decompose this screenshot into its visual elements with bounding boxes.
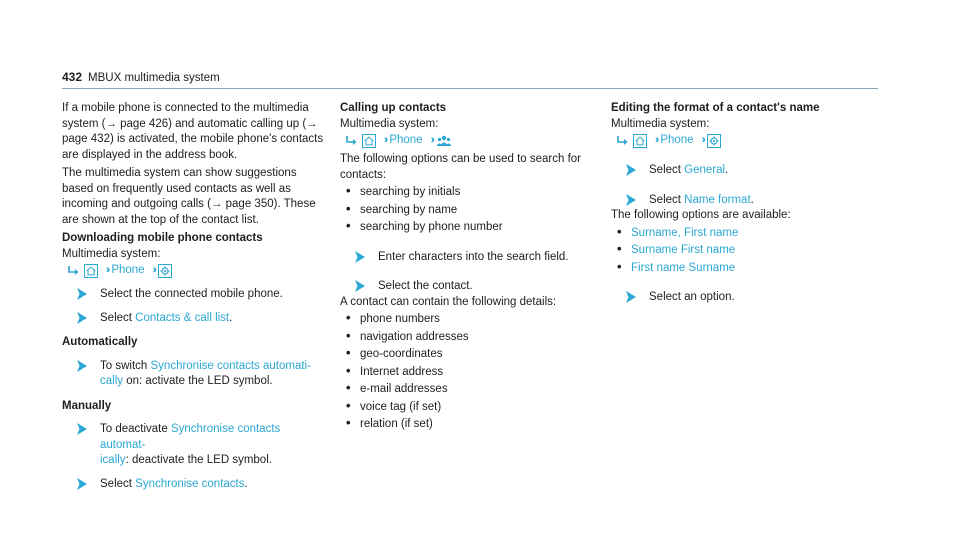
settings-icon <box>707 134 721 148</box>
step-text-pre: Select <box>100 311 136 324</box>
step-text-post: . <box>750 193 754 206</box>
double-chevron-icon: ›› <box>106 264 108 277</box>
header-divider <box>62 88 878 89</box>
step-select-contact <box>340 279 602 295</box>
double-chevron-icon: ›› <box>384 134 386 147</box>
bullet: • <box>346 310 351 325</box>
option-surname-first-name[interactable]: Surname First name <box>631 244 736 256</box>
multimedia-label: Multimedia system: <box>611 117 710 130</box>
intro-paragraph-2: The multimedia system can show suggestions based on frequently used contacts as well as incoming and outgoing calls (→ page 350). These are shown at the top of the contact list. <box>62 167 316 226</box>
search-intro: The following options can be used to search for contacts: <box>340 153 582 181</box>
menu-path <box>346 133 602 149</box>
bullet: • <box>617 241 622 256</box>
list-item: • navigation addresses <box>346 327 469 343</box>
sync-contacts-link[interactable]: Synchronise contacts <box>135 477 245 490</box>
step-text: Select the connected mobile phone. <box>100 288 283 300</box>
double-chevron-icon: ›› <box>430 134 432 147</box>
turn-arrow-icon <box>617 135 629 147</box>
page-header <box>62 70 220 88</box>
step-select-contacts <box>62 311 324 327</box>
double-chevron-icon: ›› <box>152 264 154 277</box>
step-pointer-icon <box>74 311 90 325</box>
list-item: • searching by name <box>346 200 458 216</box>
step-text-pre: Select <box>649 164 685 176</box>
list-item: • searching by initials <box>346 183 461 198</box>
options-intro: The following options are available: <box>611 209 791 221</box>
option-first-name-surname[interactable]: First name Surname <box>631 261 736 274</box>
details-list <box>346 310 602 433</box>
step-text-pre: To deactivate <box>100 423 171 435</box>
bullet: • <box>346 362 351 378</box>
list-item: • voice tag (if set) <box>346 397 442 413</box>
home-icon <box>362 134 376 148</box>
column-2 <box>340 101 602 433</box>
automatically-heading: Automatically <box>62 336 138 348</box>
bullet: • <box>346 218 351 233</box>
bullet: • <box>346 327 351 343</box>
section-heading-name-format: Editing the format of a contact's name <box>611 102 820 114</box>
step-pointer-icon <box>623 290 639 304</box>
list-item: • Internet address <box>346 362 444 378</box>
list-item: • relation (if set) <box>346 415 433 430</box>
list-item: • e-mail addresses <box>346 380 448 395</box>
settings-icon <box>158 264 172 278</box>
step-select-name-format <box>611 193 873 209</box>
multimedia-label: Multimedia system: <box>340 117 439 130</box>
sync-contacts-auto-link-cont[interactable]: cally <box>100 375 124 387</box>
step-pointer-icon <box>74 287 90 301</box>
general-link[interactable]: General <box>684 164 726 176</box>
step-pointer-icon <box>74 422 90 436</box>
manually-heading: Manually <box>62 399 112 412</box>
page-number: 432 <box>62 70 83 84</box>
bullet: • <box>346 200 351 216</box>
sync-contacts-auto-link[interactable]: Synchronise contacts automat- <box>100 423 281 451</box>
search-options-list <box>346 183 602 236</box>
step-select-option <box>611 290 873 306</box>
step-deactivate-sync <box>62 422 324 469</box>
contacts-call-list-link[interactable]: Contacts & call list <box>135 311 230 324</box>
step-select-general <box>611 163 873 179</box>
step-text: Select an option. <box>649 291 735 303</box>
header-title: MBUX multimedia system <box>88 72 220 84</box>
multimedia-label: Multimedia system: <box>62 247 161 260</box>
bullet: • <box>617 223 622 239</box>
step-text-pre: Select <box>100 477 136 490</box>
option-surname-first-name-comma[interactable]: Surname, First name <box>631 226 739 239</box>
step-text-post: . <box>229 311 233 324</box>
step-switch-sync <box>62 359 324 390</box>
sync-contacts-auto-link[interactable]: Synchronise contacts automati- <box>150 359 311 372</box>
home-icon <box>84 264 98 278</box>
list-item: • phone numbers <box>346 310 440 325</box>
step-text-post: . <box>244 477 248 490</box>
step-pointer-icon <box>74 477 90 491</box>
step-select-sync <box>62 477 324 493</box>
list-item: • searching by phone number <box>346 218 503 233</box>
double-chevron-icon: ›› <box>701 134 703 147</box>
list-item: • geo-coordinates <box>346 345 443 360</box>
step-pointer-icon <box>352 279 368 293</box>
step-pointer-icon <box>352 250 368 264</box>
list-item <box>617 224 873 242</box>
step-pointer-icon <box>623 193 639 207</box>
step-select-phone <box>62 287 324 303</box>
step-text-post: : deactivate the LED symbol. <box>125 454 272 466</box>
bullet: • <box>346 345 351 360</box>
menu-path <box>68 263 324 279</box>
path-phone: Phone <box>111 264 145 277</box>
home-icon <box>633 134 647 148</box>
sync-contacts-auto-link-cont[interactable]: ically <box>100 454 126 466</box>
section-heading-calling: Calling up contacts <box>340 102 447 114</box>
bullet: • <box>346 415 351 430</box>
step-text: Enter characters into the search field. <box>378 250 569 263</box>
bullet: • <box>617 258 622 274</box>
bullet: • <box>346 397 351 413</box>
turn-arrow-icon <box>346 135 358 147</box>
step-enter-characters <box>340 250 602 266</box>
bullet: • <box>346 380 351 395</box>
column-1 <box>62 101 324 492</box>
step-text-pre: To switch <box>100 359 151 372</box>
section-heading-download: Downloading mobile phone contacts <box>62 232 263 244</box>
list-item <box>617 259 873 277</box>
step-text-pre: Select <box>649 193 685 206</box>
step-text: Select the contact. <box>378 280 473 292</box>
menu-path <box>617 133 873 149</box>
step-text-post: on: activate the LED symbol. <box>123 375 273 387</box>
step-pointer-icon <box>74 359 90 373</box>
double-chevron-icon: ›› <box>655 134 657 147</box>
name-format-options <box>617 224 873 277</box>
name-format-link[interactable]: Name format <box>684 193 751 206</box>
column-3 <box>611 101 873 306</box>
step-pointer-icon <box>623 163 639 177</box>
path-phone: Phone <box>660 134 694 147</box>
bullet: • <box>346 183 351 198</box>
turn-arrow-icon <box>68 265 80 277</box>
contacts-icon <box>436 134 452 148</box>
details-intro: A contact can contain the following details: <box>340 295 557 308</box>
intro-paragraph-1: If a mobile phone is connected to the multimedia system (→ page 426) and automatic calling up (→ page 432) is activated, the mobile phone's contacts are displayed in the address book. <box>62 102 324 161</box>
step-text-post: . <box>725 164 729 176</box>
list-item <box>617 241 873 259</box>
path-phone: Phone <box>389 134 423 147</box>
